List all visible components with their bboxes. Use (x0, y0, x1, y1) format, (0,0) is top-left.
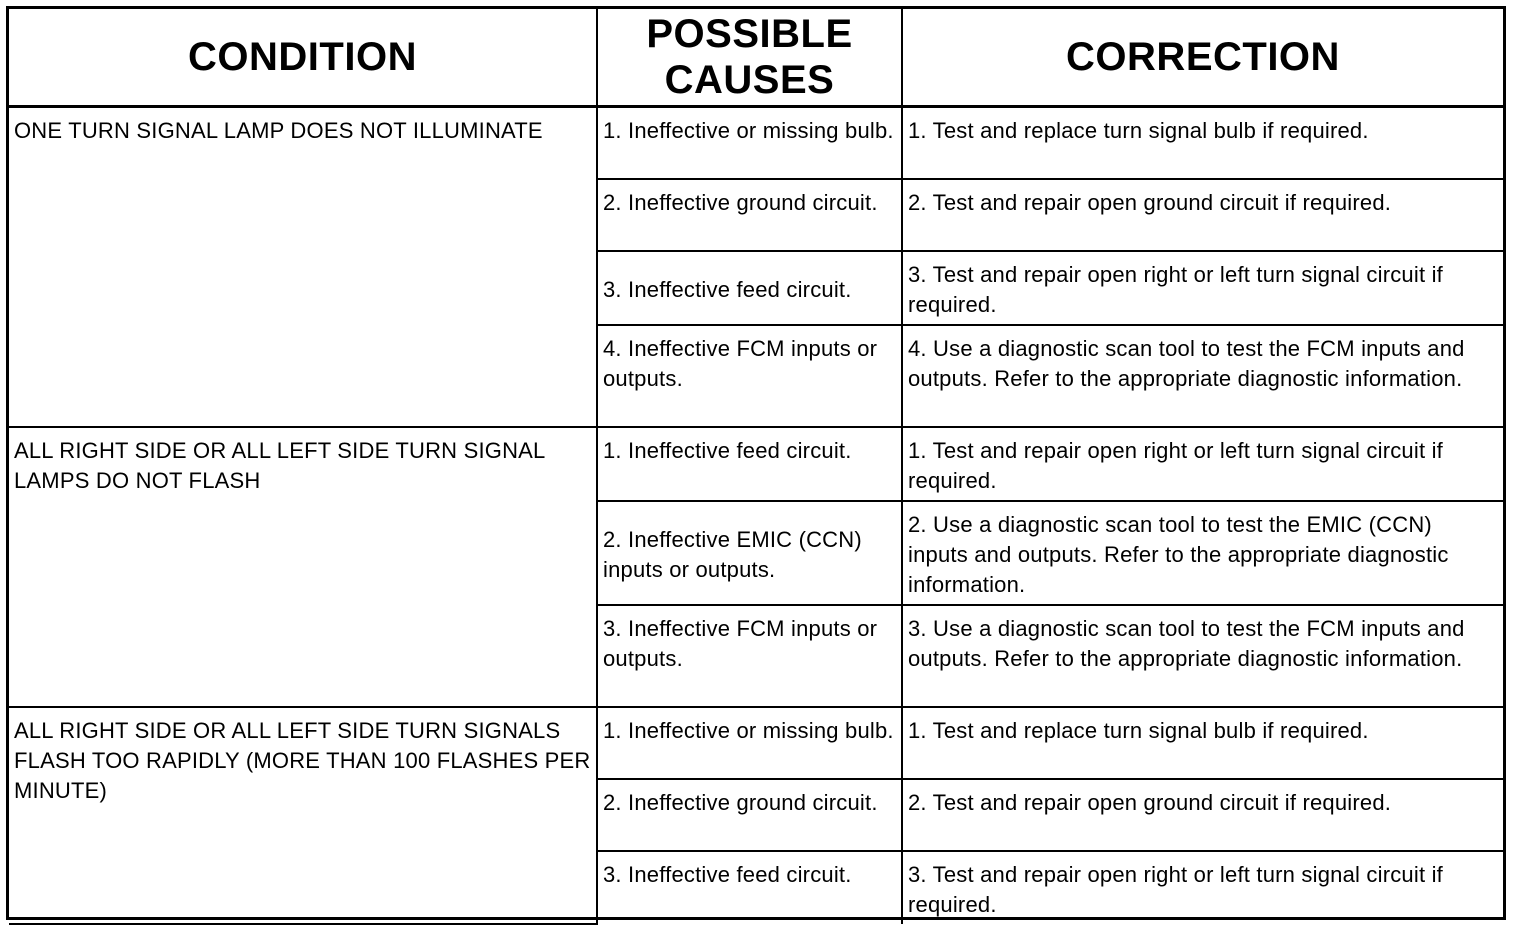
correction-cell: 1. Test and replace turn signal bulb if required. (902, 107, 1503, 179)
correction-cell: 1. Test and replace turn signal bulb if required. (902, 707, 1503, 779)
cause-cell: 1. Ineffective or missing bulb. (597, 707, 902, 779)
diagnosis-table (9, 9, 1503, 925)
table-row (9, 427, 1503, 501)
cause-cell: 1. Ineffective or missing bulb. (597, 107, 902, 179)
header-condition: CONDITION (9, 9, 597, 107)
condition-cell: ALL RIGHT SIDE OR ALL LEFT SIDE TURN SIGNAL LAMPS DO NOT FLASH (9, 427, 597, 707)
header-possible-causes: POSSIBLE CAUSES (597, 9, 902, 107)
header-row (9, 9, 1503, 107)
table-row (9, 707, 1503, 779)
cause-cell: 3. Ineffective FCM inputs or outputs. (597, 605, 902, 707)
correction-cell: 4. Use a diagnostic scan tool to test the FCM inputs and outputs. Refer to the appropriate diagnostic information. (902, 325, 1503, 427)
correction-cell: 3. Test and repair open right or left turn signal circuit if required. (908, 861, 1443, 917)
correction-cell: 2. Test and repair open ground circuit if required. (902, 779, 1503, 851)
cause-cell: 2. Ineffective EMIC (CCN) inputs or outputs. (597, 501, 902, 605)
correction-cell: 2. Test and repair open ground circuit if required. (902, 179, 1503, 251)
correction-cell: 1. Test and repair open right or left turn signal circuit if required. (902, 427, 1503, 501)
diagnosis-table-frame (6, 6, 1506, 920)
correction-cell: 3. Use a diagnostic scan tool to test the FCM inputs and outputs. Refer to the appropriate diagnostic information. (902, 605, 1503, 707)
correction-cell: 3. Test and repair open right or left turn signal circuit if required. (902, 251, 1503, 325)
cause-cell: 3. Ineffective feed circuit. (597, 851, 902, 924)
condition-cell: ALL RIGHT SIDE OR ALL LEFT SIDE TURN SIGNALS FLASH TOO RAPIDLY (MORE THAN 100 FLASHES PER MINUTE) (9, 707, 597, 924)
header-correction: CORRECTION (902, 9, 1503, 107)
correction-cell: 2. Use a diagnostic scan tool to test the EMIC (CCN) inputs and outputs. Refer to the appropriate diagnostic information. (902, 501, 1503, 605)
cause-cell: 1. Ineffective feed circuit. (597, 427, 902, 501)
cause-cell: 2. Ineffective ground circuit. (597, 779, 902, 851)
condition-cell: ONE TURN SIGNAL LAMP DOES NOT ILLUMINATE (9, 107, 597, 427)
cause-cell: 3. Ineffective feed circuit. (597, 251, 902, 325)
cause-cell: 4. Ineffective FCM inputs or outputs. (597, 325, 902, 427)
table-row (9, 107, 1503, 179)
cause-cell: 2. Ineffective ground circuit. (597, 179, 902, 251)
